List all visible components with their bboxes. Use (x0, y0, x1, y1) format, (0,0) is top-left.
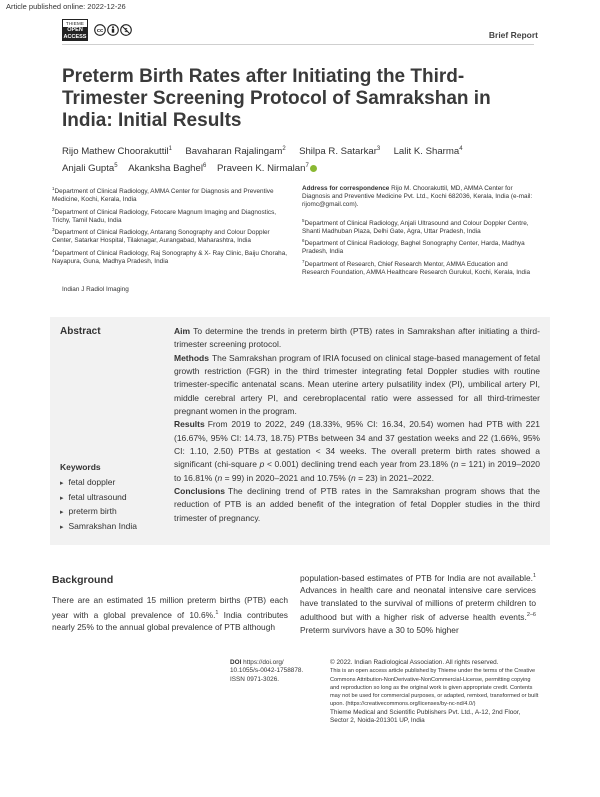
thieme-open-access-logo (62, 19, 88, 41)
affiliation-text: Department of Clinical Radiology, AMMA Center for Diagnosis and Preventive Medicine, Kochi, Kerala, India (52, 188, 274, 204)
correspondence-text: Rijo M. Choorakuttil, MD, AMMA Center for Diagnosis and Preventive Medicine Pvt. Ltd., Kochi 682036, Kerala, India (e-mail: rijomc@gmail.com). (302, 185, 533, 209)
doi-value: 10.1055/s-0042-1758878. (230, 667, 304, 675)
affiliation-text: Department of Clinical Radiology, Antarang Sonography and Colour Doppler Center, Satarkar Hospital, Tilaknagar, Aurangabad, Maharashtra, India (52, 229, 270, 245)
author-name: Praveen K. Nirmalan (216, 163, 306, 175)
issn: ISSN 0971-3026. (230, 675, 280, 683)
affiliation-text: Department of Clinical Radiology, Baghel Sonography Center, Harda, Madhya Pradesh, India (302, 240, 525, 256)
author-name: Bavaharan Rajalingam (185, 146, 283, 158)
svg-text:$: $ (124, 28, 128, 34)
author-affiliation-number: 3 (376, 146, 381, 152)
results-p-symbol: p (259, 459, 265, 470)
creative-commons-icon (94, 24, 132, 36)
keyword-item: ▸ fetal ultrasound (60, 491, 137, 506)
results-text: = 121) in 2019–2020 to 16.81% ( (174, 459, 540, 483)
body-text: Advances in health care and neonatal intensive care services have translated to the survival of millions of preterm children to adulthood but with a higher risk of adverse health events. (300, 585, 536, 623)
logo-bottom-text (63, 27, 87, 40)
affiliation-text: Department of Clinical Radiology, Anjali Ultrasound and Colour Doppler Centre, Shanti Madhuban Plaza, Delhi Gate, Agra, Uttar Pradesh, India (302, 219, 529, 235)
conclusions-text: The declining trend of PTB rates in the Samrakshan program shows that the reduction of PTB is an added benefit of the integration of fetal Doppler studies in the third trimester of pregnancy. (174, 486, 540, 523)
author-affiliation-number: 5 (114, 163, 118, 170)
keyword-item: ▸ fetal doppler (60, 476, 137, 491)
publisher-address: Thieme Medical and Scientific Publishers Pvt. Ltd., A-12, 2nd Floor, Sector 2, Noida-201301 UP, India (330, 708, 521, 725)
author-affiliation-number: 2 (282, 146, 286, 152)
logo-open-text: OPEN (67, 27, 83, 33)
results-text: = 23) in 2021–2022. (355, 472, 434, 483)
author-affiliation-number: 4 (459, 146, 463, 152)
aim-label: Aim (174, 326, 191, 336)
affiliations-right (302, 185, 534, 278)
affiliation-number: 2 (52, 206, 55, 212)
author-affiliation-number: 7 (305, 163, 309, 170)
author-name: Anjali Gupta (62, 163, 115, 175)
results-n-symbol: n (453, 459, 459, 470)
keyword-item: ▸ Samrakshan India (60, 520, 137, 535)
affiliation (52, 185, 288, 205)
publication-date: Article published online: 2022-12-26 (6, 2, 126, 11)
aim-text: To determine the trends in preterm birth (PTB) rates in Samrakshan after initiating a third-trimester screening protocol. (174, 326, 540, 350)
background-text-right (300, 570, 536, 636)
keywords-heading: Keywords (60, 462, 101, 472)
methods-text: The Samrakshan program of IRIA focused on clinical stage-based management of fetal growth restriction (FGR) in the third trimester integrating fetal Doppler studies with routine trimester-specific antenatal scans. Mean uterine artery pulsatility index (PI), umbilical artery PI, middle cerebral artery PI, and cerebroplacental ratio were assessed for all third-trimester pregnant women in the program. (174, 352, 540, 417)
affiliation-number: 5 (302, 217, 305, 223)
doi-block (230, 659, 320, 684)
affiliation (52, 206, 288, 226)
results-text: < 0.001) declining trend each year from 23.18% ( (264, 459, 454, 470)
article-type: Brief Report (488, 30, 538, 40)
author-affiliation-number: 1 (168, 146, 172, 152)
affiliation-number: 1 (52, 186, 55, 191)
body-text: India contributes nearly 25% to the annual global prevalence of PTB although (52, 609, 288, 632)
results-text: From 2019 to 2022, 249 (18.33%, 95% CI: 16.34, 20.54) women had PTB with 221 (16.67%, 95% CI: 14.73, 18.75) PTBs between 34 and 37 gestation weeks and 22 (1.66%, 95% CI: 1.10, 2.50) PTBs at gestation < 34 weeks. The overall preterm birth rates showed a significant (chi-square (174, 419, 540, 470)
reference-link[interactable]: 1 (532, 573, 536, 579)
affiliation-text: Department of Clinical Radiology, Fetocare Magnum Imaging and Diagnostics, Trichy, Tamil Nadu, India (52, 208, 277, 224)
affiliation-text: Department of Research, Chief Research Mentor, AMMA Education and Research Foundation, AMMA Healthcare Research Gurukul, Kochi, Kerala, India (302, 260, 531, 276)
results-label: Results (174, 419, 205, 430)
author-name: Akanksha Baghel (128, 163, 203, 175)
body-text: There are an estimated 15 million preterm births (PTB) each year with a global prevalence of 10.6%. (52, 595, 288, 620)
background-heading: Background (52, 574, 114, 586)
article-title: Preterm Birth Rates after Initiating the Third-Trimester Screening Protocol of Samrakshan in India: Initial Results (62, 66, 491, 131)
results-text: = 99) in 2020–2021 and 10.75% ( (222, 472, 352, 483)
reference-link[interactable]: 2–6 (526, 612, 536, 619)
methods-label: Methods (174, 352, 209, 363)
journal-name: Indian J Radiol Imaging (62, 286, 129, 293)
results-n-symbol: n (217, 472, 223, 483)
abstract-body (174, 325, 540, 525)
correspondence (302, 185, 534, 210)
author-affiliation-number: 6 (202, 163, 207, 170)
background-text-left (52, 594, 288, 633)
affiliation (302, 237, 534, 257)
svg-text:cc: cc (96, 28, 104, 35)
author-list (62, 142, 532, 176)
reference-link[interactable]: 1 (215, 609, 219, 616)
correspondence-label: Address for correspondence (302, 185, 390, 192)
affiliation-text: Department of Clinical Radiology, Raj Sonography & X- Ray Clinic, Baiju Choraha, Nayapura, Guna, Madhya Pradesh, India (52, 249, 288, 265)
author-name: Rijo Mathew Choorakuttil (62, 146, 169, 158)
keywords-list (60, 476, 137, 534)
affiliation (52, 226, 288, 246)
affiliations-left (52, 185, 288, 267)
body-text: population-based estimates of PTB for India are not available. (300, 572, 533, 583)
copyright-block (330, 659, 540, 725)
affiliation (52, 247, 288, 267)
keyword-item: ▸ preterm birth (60, 505, 137, 520)
body-text: Preterm survivors have a 30 to 50% higher (300, 624, 459, 635)
affiliation (302, 258, 534, 278)
copyright-line: © 2022. Indian Radiological Association. All rights reserved. (330, 659, 499, 666)
logo-top-text: THIEME (65, 21, 85, 26)
conclusions-label: Conclusions (174, 486, 226, 497)
doi-label: DOI (230, 659, 242, 666)
affiliation-number: 4 (52, 247, 55, 253)
author-name: Shilpa R. Satarkar (299, 146, 377, 158)
header-divider (62, 44, 534, 45)
affiliation-number: 3 (52, 227, 55, 233)
affiliation-number: 6 (302, 238, 305, 244)
logo-access-text: ACCESS (63, 33, 87, 40)
doi-link[interactable]: https://doi.org/ (243, 659, 284, 666)
orcid-icon[interactable] (310, 165, 317, 172)
affiliation (302, 217, 534, 237)
affiliation-number: 7 (302, 258, 305, 264)
license-text: This is an open access article published by Thieme under the terms of the Creative Commons Attribution-NonDerivative-NonCommercial-License, permitting copying and reproduction so long as the original work is given appropriate credit. Contents may not be used for commercial purposes, or adapted, remixed, transformed or built upon. (https://creativecommons.org/licenses/by-nc-nd/4.0/) (330, 668, 539, 708)
results-n-symbol: n (351, 472, 356, 483)
author-name: Lalit K. Sharma (393, 146, 460, 158)
abstract-heading: Abstract (60, 326, 101, 337)
